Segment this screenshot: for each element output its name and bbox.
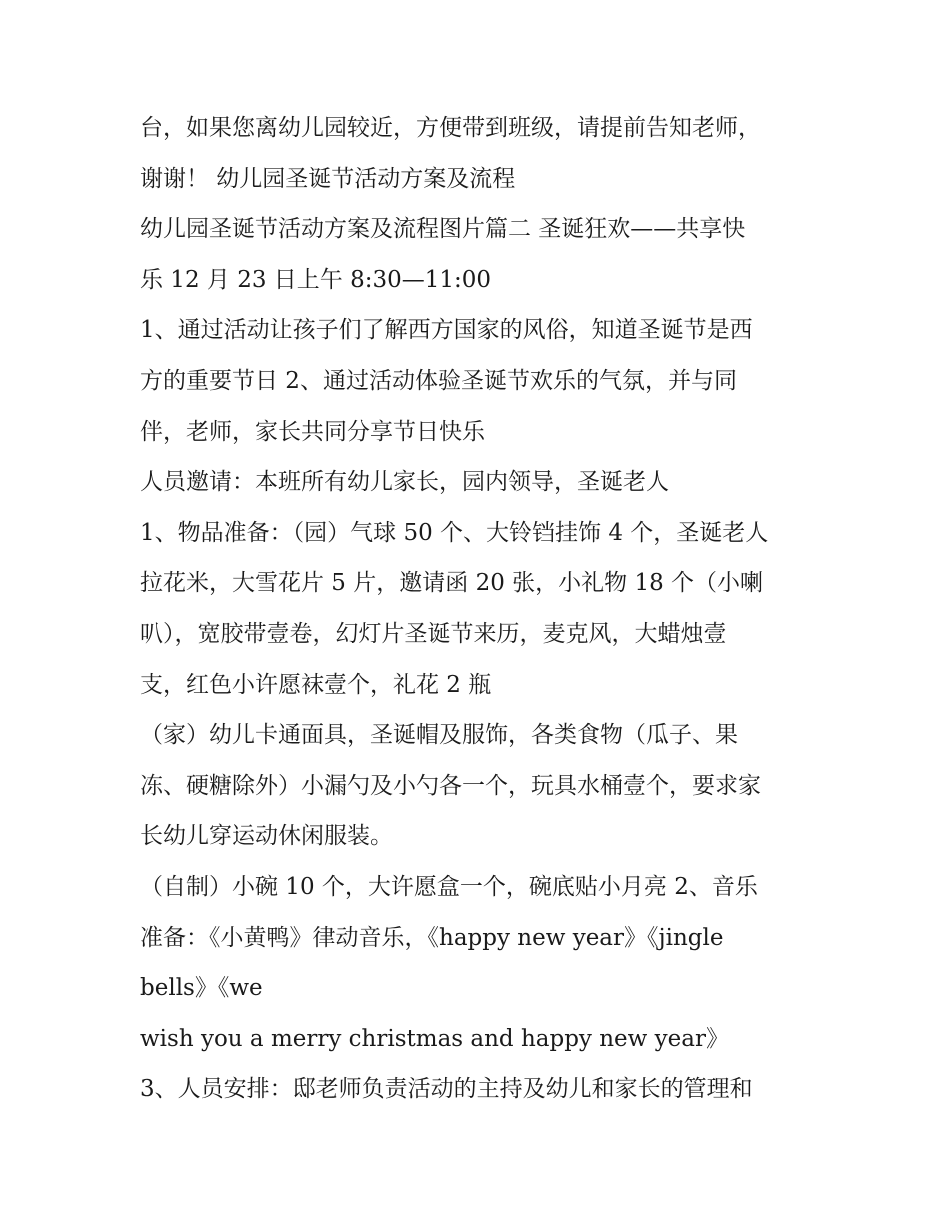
text-line: 3、人员安排：邸老师负责活动的主持及幼儿和家长的管理和 (140, 1076, 753, 1103)
text-line: 1、物品准备：（园）气球 50 个、大铃铛挂饰 4 个，圣诞老人 (140, 519, 769, 546)
text-line: 谢谢！ 幼儿园圣诞节活动方案及流程 (140, 165, 516, 192)
text-line: 长幼儿穿运动休闲服装。 (140, 823, 393, 850)
text-line: 准备：《小黄鸭》律动音乐，《happy new year》《jingle (140, 924, 724, 951)
text-line: 冻、硬糖除外）小漏勺及小勺各一个，玩具水桶壹个，要求家 (140, 772, 761, 799)
text-line: 伴，老师，家长共同分享节日快乐 (140, 418, 485, 445)
text-line: 幼儿园圣诞节活动方案及流程图片篇二 圣诞狂欢——共享快 (140, 216, 746, 243)
text-line: 人员邀请：本班所有幼儿家长，园内领导，圣诞老人 (140, 469, 669, 496)
text-line: 拉花米，大雪花片 5 片，邀请函 20 张，小礼物 18 个（小喇 (140, 570, 764, 597)
text-line: wish you a merry christmas and happy new year》 (140, 1025, 729, 1052)
document-body (140, 103, 820, 1115)
text-line: 方的重要节日 2、通过活动体验圣诞节欢乐的气氛，并与同 (140, 367, 737, 394)
text-line: （家）幼儿卡通面具，圣诞帽及服饰，各类食物（瓜子、果 (140, 722, 738, 749)
text-line: 台，如果您离幼儿园较近，方便带到班级，请提前告知老师， (140, 115, 761, 141)
text-line: 1、通过活动让孩子们了解西方国家的风俗，知道圣诞节是西 (140, 317, 753, 344)
text-line: 乐 12 月 23 日上午 8:30—11:00 (140, 266, 492, 293)
text-line: 叭），宽胶带壹卷，幻灯片圣诞节来历，麦克风，大蜡烛壹 (140, 620, 727, 647)
text-line: 支，红色小许愿袜壹个，礼花 2 瓶 (140, 671, 492, 698)
text-line: （自制）小碗 10 个，大许愿盒一个，碗底贴小月亮 2、音乐 (140, 873, 758, 900)
text-line: bells》《we (140, 975, 263, 1002)
